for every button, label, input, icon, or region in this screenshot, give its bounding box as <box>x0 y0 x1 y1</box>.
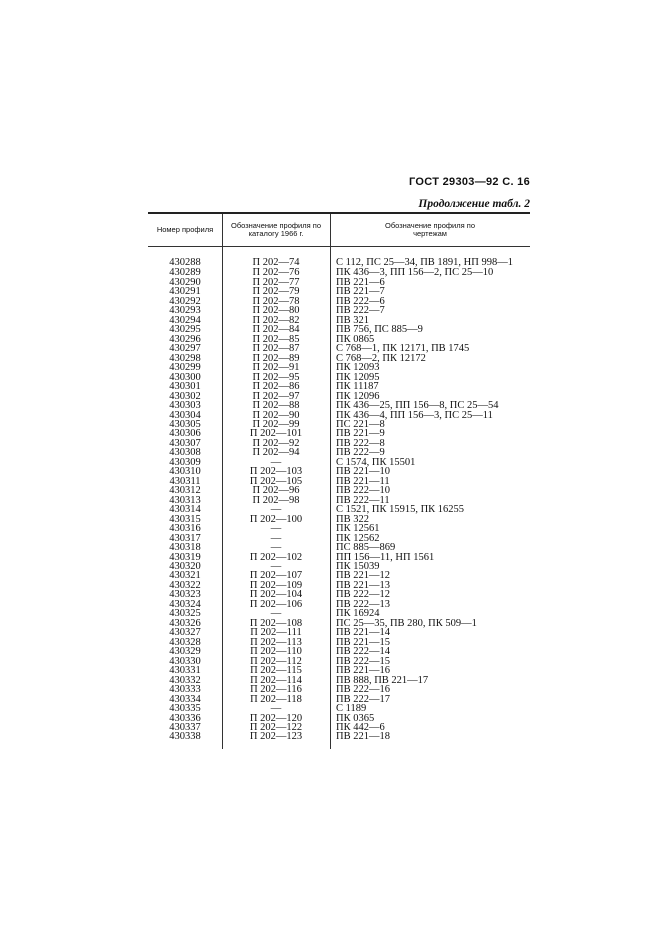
drawing-designation-cell: ПВ 222—17 <box>336 693 390 705</box>
catalog-designation-cell: П 202—90 <box>252 409 300 421</box>
drawing-designation-cell: ПК 0865 <box>336 333 375 345</box>
profile-number-cell: 430322 <box>169 579 201 591</box>
catalog-designation-cell: П 202—105 <box>249 475 303 487</box>
catalog-designation-cell: П 202—122 <box>249 721 303 733</box>
profile-number-cell: 430297 <box>169 343 201 355</box>
catalog-designation-cell: П 202—103 <box>249 466 303 478</box>
drawing-designation-cell: ПС 25—35, ПВ 280, ПК 509—1 <box>336 617 477 629</box>
drawing-designation-cell: ПВ 221—9 <box>336 428 385 440</box>
column-header-profile-number: Номер профиля <box>156 224 214 234</box>
drawing-designation-cell: ПК 12095 <box>336 371 380 383</box>
catalog-designation-cell: П 202—113 <box>250 636 302 648</box>
column-header-drawings: Обозначение профиля по чертежам <box>385 220 475 238</box>
drawing-designation-cell: ПК 15039 <box>336 561 380 572</box>
drawing-designation-cell: ПВ 221—18 <box>336 731 390 743</box>
drawing-designation-cell: ПВ 222—6 <box>336 295 385 307</box>
catalog-designation-cell: П 202—110 <box>250 646 302 658</box>
table-header <box>148 214 530 247</box>
profile-number-cell: 430334 <box>169 693 201 705</box>
catalog-designation-cell: П 202—86 <box>252 381 300 393</box>
drawing-designation-cell: ПВ 222—8 <box>336 437 385 449</box>
profile-number-cell: 430289 <box>169 267 201 279</box>
table-row <box>148 258 530 267</box>
profile-number-cell: 430300 <box>169 371 201 383</box>
drawing-designation-cell: ПК 12562 <box>336 532 380 544</box>
profile-number-cell: 430304 <box>169 409 201 421</box>
drawing-designation-cell: ПС 221—8 <box>336 418 385 430</box>
profile-number-cell: 430314 <box>169 504 201 516</box>
profile-table <box>148 212 530 749</box>
profile-number-cell: 430324 <box>169 598 201 610</box>
catalog-designation-cell: П 202—82 <box>252 314 300 326</box>
catalog-designation-cell: П 202—92 <box>252 437 300 449</box>
drawing-designation-cell: ПВ 222—14 <box>336 646 390 658</box>
drawing-designation-cell: ПВ 222—13 <box>336 598 390 610</box>
profile-number-cell: 430313 <box>169 494 201 506</box>
profile-number-cell: 430320 <box>169 561 201 572</box>
profile-number-cell: 430321 <box>169 570 201 582</box>
drawing-designation-cell: ПК 12561 <box>336 523 380 535</box>
catalog-designation-cell: П 202—84 <box>252 324 300 336</box>
catalog-designation-cell: П 202—106 <box>249 598 303 610</box>
profile-number-cell: 430312 <box>169 485 201 497</box>
catalog-designation-cell: П 202—89 <box>252 352 300 364</box>
drawing-designation-cell: ПВ 222—15 <box>336 655 390 667</box>
catalog-designation-cell: П 202—85 <box>252 333 300 345</box>
catalog-designation-cell: П 202—107 <box>249 570 303 582</box>
catalog-designation-cell: П 202—114 <box>250 674 302 686</box>
profile-number-cell: 430319 <box>169 551 201 563</box>
catalog-designation-cell: П 202—87 <box>252 343 300 355</box>
profile-number-cell: 430326 <box>169 617 201 629</box>
drawing-designation-cell: ПВ 221—13 <box>336 579 390 591</box>
profile-number-cell: 430298 <box>169 352 201 364</box>
drawing-designation-cell: ПВ 322 <box>336 513 369 525</box>
profile-number-cell: 430338 <box>169 731 201 743</box>
profile-number-cell: 430293 <box>169 305 201 317</box>
catalog-designation-cell: — <box>270 703 282 715</box>
catalog-designation-cell: П 202—111 <box>250 627 302 639</box>
profile-number-cell: 430306 <box>169 428 201 440</box>
profile-number-cell: 430308 <box>169 447 201 459</box>
profile-number-cell: 430330 <box>169 655 201 667</box>
profile-number-cell: 430331 <box>169 665 201 677</box>
profile-number-cell: 430329 <box>169 646 201 658</box>
catalog-designation-cell: П 202—79 <box>252 286 300 298</box>
drawing-designation-cell: ПК 436—25, ПП 156—8, ПС 25—54 <box>336 400 499 412</box>
column-header-catalog-1966: Обозначение профиля по каталогу 1966 г. <box>231 220 321 238</box>
drawing-designation-cell: ПС 885—869 <box>336 542 396 554</box>
profile-number-cell: 430318 <box>169 542 201 554</box>
catalog-designation-cell: — <box>270 523 282 535</box>
drawing-designation-cell: ПВ 221—16 <box>336 665 390 677</box>
drawing-designation-cell: ПВ 221—6 <box>336 276 385 288</box>
table-continuation-label: Продолжение табл. 2 <box>418 198 530 210</box>
table-body <box>148 258 530 742</box>
catalog-designation-cell: П 202—108 <box>249 617 303 629</box>
catalog-designation-cell: — <box>270 532 282 544</box>
profile-number-cell: 430288 <box>169 257 201 268</box>
catalog-designation-cell: П 202—101 <box>249 428 303 440</box>
catalog-designation-cell: — <box>270 542 282 554</box>
profile-number-cell: 430315 <box>169 513 201 525</box>
profile-number-cell: 430303 <box>169 400 201 412</box>
catalog-designation-cell: — <box>270 608 282 620</box>
drawing-designation-cell: С 768—2, ПК 12172 <box>336 352 426 364</box>
catalog-designation-cell: П 202—120 <box>249 712 303 724</box>
drawing-designation-cell: ПК 11187 <box>336 381 379 393</box>
catalog-designation-cell: П 202—78 <box>252 295 300 307</box>
catalog-designation-cell: П 202—80 <box>252 305 300 317</box>
drawing-designation-cell: ПВ 222—12 <box>336 589 390 601</box>
drawing-designation-cell: ПВ 222—7 <box>336 305 385 317</box>
drawing-designation-cell: ПП 156—11, НП 1561 <box>336 551 435 563</box>
catalog-designation-cell: П 202—102 <box>249 551 303 563</box>
catalog-designation-cell: — <box>270 504 282 516</box>
profile-number-cell: 430311 <box>169 475 201 487</box>
profile-number-cell: 430302 <box>169 390 201 402</box>
profile-number-cell: 430328 <box>169 636 201 648</box>
profile-number-cell: 430305 <box>169 418 201 430</box>
drawing-designation-cell: ПВ 321 <box>336 314 369 326</box>
catalog-designation-cell: П 202—97 <box>252 390 300 402</box>
catalog-designation-cell: П 202—116 <box>250 684 302 696</box>
catalog-designation-cell: П 202—98 <box>252 494 300 506</box>
catalog-designation-cell: П 202—91 <box>252 362 300 374</box>
drawing-designation-cell: ПК 436—3, ПП 156—2, ПС 25—10 <box>336 267 494 279</box>
drawing-designation-cell: ПВ 222—9 <box>336 447 385 459</box>
catalog-designation-cell: П 202—109 <box>249 579 303 591</box>
drawing-designation-cell: ПВ 756, ПС 885—9 <box>336 324 423 336</box>
document-header: ГОСТ 29303—92 С. 16 <box>409 176 530 188</box>
profile-number-cell: 430337 <box>169 721 201 733</box>
drawing-designation-cell: ПВ 221—12 <box>336 570 390 582</box>
catalog-designation-cell: П 202—96 <box>252 485 300 497</box>
catalog-designation-cell: П 202—95 <box>252 371 300 383</box>
drawing-designation-cell: С 112, ПС 25—34, ПВ 1891, НП 998—1 <box>336 257 513 268</box>
table-row <box>148 732 530 741</box>
profile-number-cell: 430336 <box>169 712 201 724</box>
drawing-designation-cell: ПК 16924 <box>336 608 380 620</box>
drawing-designation-cell: ПВ 222—16 <box>336 684 390 696</box>
catalog-designation-cell: П 202—112 <box>250 655 302 667</box>
profile-number-cell: 430332 <box>169 674 201 686</box>
drawing-designation-cell: С 1189 <box>336 703 367 715</box>
drawing-designation-cell: С 1574, ПК 15501 <box>336 456 416 468</box>
profile-number-cell: 430335 <box>169 703 201 715</box>
catalog-designation-cell: — <box>270 456 282 468</box>
catalog-designation-cell: П 202—115 <box>250 665 302 677</box>
drawing-designation-cell: С 1521, ПК 15915, ПК 16255 <box>336 504 465 516</box>
drawing-designation-cell: ПВ 222—11 <box>336 494 390 506</box>
drawing-designation-cell: С 768—1, ПК 12171, ПВ 1745 <box>336 343 470 355</box>
drawing-designation-cell: ПВ 222—10 <box>336 485 390 497</box>
catalog-designation-cell: П 202—100 <box>249 513 303 525</box>
drawing-designation-cell: ПК 12093 <box>336 362 380 374</box>
drawing-designation-cell: ПВ 221—14 <box>336 627 390 639</box>
catalog-designation-cell: П 202—123 <box>249 731 303 743</box>
drawing-designation-cell: ПВ 221—10 <box>336 466 390 478</box>
catalog-designation-cell: П 202—76 <box>252 267 300 279</box>
profile-number-cell: 430299 <box>169 362 201 374</box>
profile-number-cell: 430323 <box>169 589 201 601</box>
drawing-designation-cell: ПК 442—6 <box>336 721 385 733</box>
profile-number-cell: 430325 <box>169 608 201 620</box>
profile-number-cell: 430327 <box>169 627 201 639</box>
profile-number-cell: 430290 <box>169 276 201 288</box>
profile-number-cell: 430310 <box>169 466 201 478</box>
profile-number-cell: 430316 <box>169 523 201 535</box>
profile-number-cell: 430309 <box>169 456 201 468</box>
catalog-designation-cell: П 202—88 <box>252 400 300 412</box>
drawing-designation-cell: ПК 12096 <box>336 390 380 402</box>
drawing-designation-cell: ПК 0365 <box>336 712 375 724</box>
profile-number-cell: 430317 <box>169 532 201 544</box>
drawing-designation-cell: ПК 436—4, ПП 156—3, ПС 25—11 <box>336 409 493 421</box>
drawing-designation-cell: ПВ 221—7 <box>336 286 385 298</box>
profile-number-cell: 430296 <box>169 333 201 345</box>
drawing-designation-cell: ПВ 221—15 <box>336 636 390 648</box>
catalog-designation-cell: П 202—94 <box>252 447 300 459</box>
profile-number-cell: 430291 <box>169 286 201 298</box>
profile-number-cell: 430292 <box>169 295 201 307</box>
catalog-designation-cell: П 202—74 <box>252 257 300 268</box>
profile-number-cell: 430333 <box>169 684 201 696</box>
catalog-designation-cell: П 202—118 <box>250 693 302 705</box>
drawing-designation-cell: ПВ 221—11 <box>336 475 390 487</box>
catalog-designation-cell: — <box>270 561 282 572</box>
catalog-designation-cell: П 202—77 <box>252 276 300 288</box>
profile-number-cell: 430307 <box>169 437 201 449</box>
catalog-designation-cell: П 202—104 <box>249 589 303 601</box>
catalog-designation-cell: П 202—99 <box>252 418 300 430</box>
drawing-designation-cell: ПВ 888, ПВ 221—17 <box>336 674 429 686</box>
profile-number-cell: 430301 <box>169 381 201 393</box>
profile-number-cell: 430295 <box>169 324 201 336</box>
profile-number-cell: 430294 <box>169 314 201 326</box>
